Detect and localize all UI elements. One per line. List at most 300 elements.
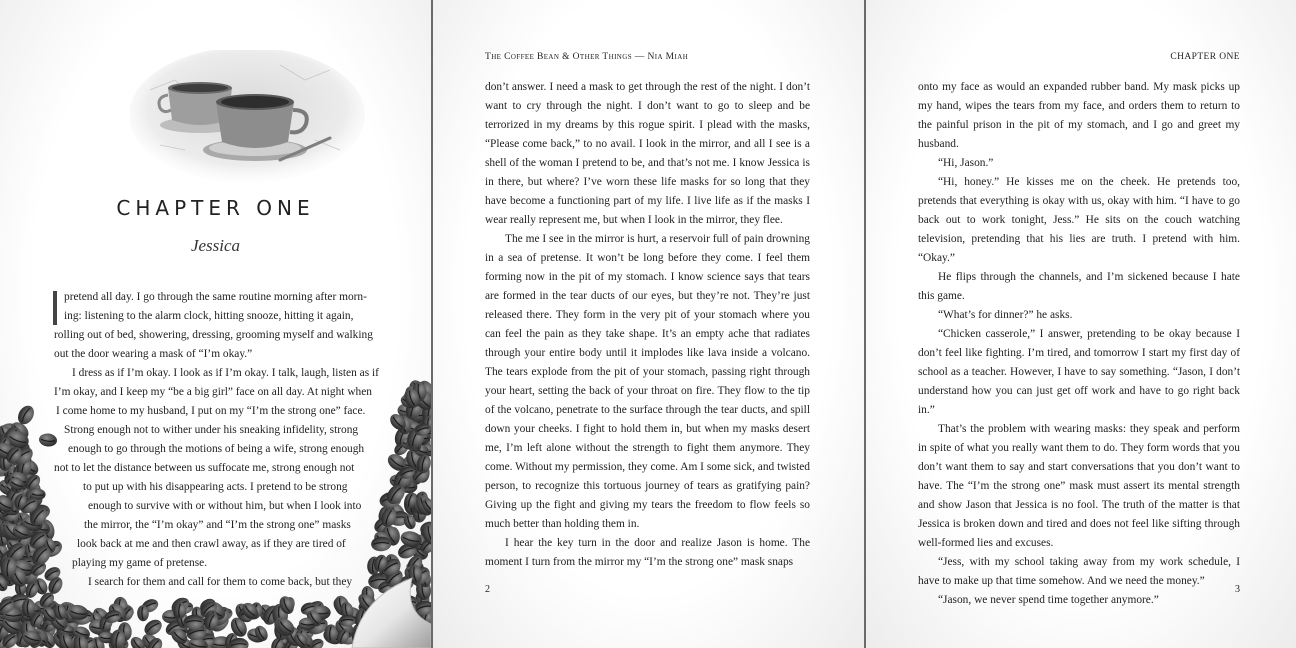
coffee-bean <box>373 617 393 634</box>
coffee-bean <box>0 459 11 475</box>
coffee-bean <box>412 622 431 644</box>
coffee-bean <box>12 548 33 569</box>
coffee-bean <box>413 430 431 444</box>
paragraph: The me I see in the mirror is hurt, a reservoir full of pain drowning in a sea of pretense. It won’t be long before they come. I feel them forming now in the pit of my stomach. I know science says that tears are formed in the tear ducts of our eyes, but they’re not. They’re just released there. They form in the very pit of your stomach where you can feel the pain as they take shape. It’s an empty ache that radiates through your entire body until it implodes like lava inside a volcano. The tears explode from the pit of your stomach, passing right through your heart, setting the back of your throat on fire. They flow to the tip of the volcano, penetrate to the surface through the tear ducts, and spill down your cheeks. I fight to hold them in, but when my masks desert me, I’m left alone without the strength to fight them anymore. They come. Without my permission, they come. Am I some sick, and twisted person, to recognize this tortuous journey of tears as gratifying pain? Giving up the fight and giving my tears the freedom to flow feels so much better than holding them in. <box>485 233 810 530</box>
coffee-bean <box>103 608 123 625</box>
coffee-bean <box>183 614 204 630</box>
coffee-bean <box>3 444 24 466</box>
coffee-bean <box>406 405 426 428</box>
coffee-bean <box>401 563 426 587</box>
coffee-bean <box>42 606 61 621</box>
coffee-bean <box>119 604 136 623</box>
coffee-bean <box>412 499 431 515</box>
coffee-bean <box>281 623 304 648</box>
coffee-bean <box>176 600 194 615</box>
coffee-bean <box>19 629 33 648</box>
coffee-bean <box>17 494 41 516</box>
coffee-bean <box>368 609 385 630</box>
text-line: I come home to my husband, I put on my “I’m the strong one” face. <box>56 405 366 417</box>
coffee-bean <box>190 605 206 624</box>
coffee-bean <box>400 628 418 648</box>
coffee-bean <box>0 540 11 561</box>
coffee-bean <box>9 444 35 471</box>
text-line: to put up with his disappearing acts. I pretend to be strong <box>83 481 348 493</box>
coffee-bean <box>25 606 37 622</box>
coffee-bean <box>0 519 25 545</box>
coffee-bean <box>407 563 431 588</box>
coffee-bean <box>12 554 31 571</box>
coffee-bean <box>401 465 425 488</box>
coffee-bean <box>410 380 431 401</box>
coffee-bean <box>27 625 52 648</box>
coffee-bean <box>9 449 32 466</box>
coffee-bean <box>14 518 33 534</box>
coffee-bean <box>380 599 407 624</box>
coffee-bean <box>239 600 260 622</box>
coffee-bean <box>31 576 50 597</box>
coffee-bean <box>16 517 35 535</box>
coffee-bean <box>0 443 23 462</box>
coffee-bean <box>210 636 232 648</box>
coffee-bean <box>87 610 106 630</box>
coffee-bean <box>0 424 24 449</box>
coffee-bean <box>404 455 421 467</box>
coffee-bean <box>15 604 35 623</box>
coffee-bean <box>379 559 395 578</box>
coffee-bean <box>0 477 21 499</box>
coffee-bean <box>71 638 91 648</box>
coffee-bean <box>11 558 36 579</box>
coffee-bean <box>406 601 429 623</box>
coffee-bean <box>170 598 190 621</box>
coffee-bean <box>378 623 403 647</box>
coffee-bean <box>413 616 431 633</box>
coffee-bean <box>139 631 163 648</box>
coffee-bean <box>18 561 43 588</box>
coffee-bean <box>72 624 92 641</box>
coffee-bean <box>379 555 404 578</box>
coffee-bean <box>19 456 42 478</box>
coffee-bean <box>200 614 220 630</box>
coffee-bean <box>365 630 387 648</box>
coffee-bean <box>24 603 42 617</box>
coffee-bean <box>304 607 324 628</box>
folio: 3 <box>1235 584 1240 595</box>
coffee-bean <box>0 514 13 539</box>
coffee-bean <box>39 613 61 635</box>
coffee-bean <box>175 611 189 629</box>
coffee-bean <box>408 599 431 618</box>
coffee-bean <box>16 552 32 564</box>
paragraph: “Hi, honey.” He kisses me on the cheek. He pretends too, pretends that everything is okay with us, okay with him. “I have to go back out to work tonight, Jess.” He sits on the couch watching television, pretending that his lies are truth. I pretend with him. “Okay.” <box>918 176 1240 264</box>
coffee-bean <box>385 500 408 523</box>
coffee-bean <box>11 525 30 544</box>
coffee-bean <box>384 631 397 648</box>
coffee-bean <box>0 562 16 585</box>
coffee-bean <box>0 423 15 448</box>
coffee-bean <box>0 501 16 524</box>
coffee-bean <box>403 397 425 422</box>
coffee-bean <box>257 602 276 620</box>
coffee-bean <box>1 465 25 490</box>
coffee-bean <box>55 620 71 640</box>
coffee-bean <box>418 411 431 427</box>
coffee-bean <box>410 389 431 406</box>
coffee-bean <box>0 596 17 617</box>
coffee-bean <box>0 436 12 455</box>
coffee-bean <box>45 600 60 620</box>
coffee-bean <box>382 567 406 590</box>
text-line: Strong enough not to wither under his sneaking infidelity, strong <box>64 424 359 436</box>
coffee-bean <box>335 627 352 646</box>
paragraph: “Chicken casserole,” I answer, pretending to be okay because I don’t feel like fighting. I’m tired, and tomorrow I start my first day of school as a teacher. However, I have to say something. “Jason, I don’t understand how you can just get off work and have to go right back in.” <box>918 328 1240 416</box>
coffee-bean <box>27 528 51 551</box>
coffee-bean <box>420 400 431 424</box>
coffee-bean <box>0 425 18 443</box>
coffee-bean <box>11 523 33 543</box>
coffee-bean <box>367 572 391 590</box>
text-line: pretend all day. I go through the same routine morning after morn- <box>64 291 367 303</box>
coffee-bean <box>280 595 297 615</box>
coffee-bean <box>412 617 431 638</box>
coffee-bean <box>417 611 431 635</box>
coffee-bean <box>32 599 53 616</box>
coffee-bean <box>28 503 52 523</box>
coffee-bean <box>271 614 295 640</box>
coffee-bean <box>30 488 46 500</box>
coffee-bean <box>162 610 181 624</box>
coffee-bean <box>376 579 395 596</box>
coffee-bean <box>2 611 15 628</box>
coffee-bean <box>27 629 46 648</box>
text-line: rolling out of bed, showering, dressing, grooming myself and walking <box>54 329 373 341</box>
coffee-bean <box>387 411 409 433</box>
coffee-bean <box>406 380 428 402</box>
coffee-bean <box>379 523 402 549</box>
coffee-bean <box>416 434 431 453</box>
coffee-bean <box>419 521 431 541</box>
paragraph: “What’s for dinner?” he asks. <box>938 309 1073 321</box>
coffee-bean <box>193 636 218 648</box>
coffee-bean <box>311 605 331 620</box>
coffee-bean <box>413 621 431 644</box>
paragraph: don’t answer. I need a mask to get through the rest of the night. I don’t want to cry through the night. I don’t want to go to sleep and be terrorized in my dreams by this rogue spirit. I plead with the masks, “Please come back,” to no avail. I look in the mirror, and all I see is a shell of the woman I pretend to be, and that’s not me. I know Jessica is in there, but where? I’ve worn these life masks for so long that they have become a functioning part of my life. I live life as if the masks I wear really represent me, but when I look in the mirror, they flee. <box>485 81 810 226</box>
coffee-bean <box>396 415 412 436</box>
coffee-bean <box>113 597 128 618</box>
coffee-bean <box>71 608 94 626</box>
coffee-bean <box>223 632 239 648</box>
coffee-bean <box>1 445 17 464</box>
coffee-bean <box>35 618 60 644</box>
coffee-bean <box>0 630 21 648</box>
coffee-bean <box>383 481 408 507</box>
coffee-bean <box>198 596 218 615</box>
coffee-bean <box>360 585 375 604</box>
coffee-bean <box>299 600 318 616</box>
folio: 2 <box>485 584 490 595</box>
page-middle-body-text <box>485 78 810 572</box>
coffee-bean <box>108 637 129 648</box>
coffee-bean <box>37 590 57 611</box>
coffee-bean <box>0 451 17 469</box>
coffee-bean <box>14 554 37 574</box>
coffee-bean <box>27 504 51 529</box>
coffee-bean <box>405 553 426 575</box>
coffee-bean <box>109 628 127 648</box>
coffee-bean <box>0 434 18 448</box>
coffee-bean <box>15 613 36 634</box>
coffee-bean <box>321 626 345 647</box>
coffee-bean <box>299 617 317 630</box>
coffee-bean <box>95 618 111 639</box>
coffee-bean <box>361 620 382 639</box>
coffee-bean <box>359 615 378 638</box>
page-right-body-text <box>918 78 1240 610</box>
coffee-bean <box>232 600 256 625</box>
coffee-bean <box>48 606 71 626</box>
coffee-bean <box>52 603 67 621</box>
text-line: playing my game of pretense. <box>72 557 208 569</box>
coffee-bean <box>400 608 417 630</box>
coffee-bean <box>43 606 66 625</box>
coffee-bean <box>26 479 43 498</box>
coffee-bean <box>418 519 431 536</box>
coffee-bean <box>399 393 419 411</box>
coffee-bean <box>371 529 394 550</box>
coffee-bean <box>376 607 393 621</box>
coffee-bean <box>398 465 417 481</box>
coffee-bean <box>38 433 57 448</box>
coffee-bean <box>423 416 431 432</box>
coffee-bean <box>89 619 111 635</box>
coffee-bean <box>90 605 111 627</box>
text-line: I search for them and call for them to come back, but they <box>88 576 353 588</box>
coffee-bean <box>25 520 45 536</box>
drop-cap-i <box>53 291 57 325</box>
coffee-bean <box>18 513 45 536</box>
coffee-bean <box>415 453 431 474</box>
coffee-bean <box>385 451 410 475</box>
coffee-bean <box>75 634 98 648</box>
coffee-bean <box>38 629 58 648</box>
coffee-bean <box>412 607 428 619</box>
coffee-bean <box>73 632 87 648</box>
coffee-bean <box>137 605 149 621</box>
coffee-bean <box>0 612 15 627</box>
coffee-bean <box>419 442 431 458</box>
coffee-cups-illustration <box>130 50 365 185</box>
coffee-bean <box>23 472 43 493</box>
coffee-bean <box>389 611 409 635</box>
coffee-bean <box>392 594 413 616</box>
coffee-bean <box>413 492 431 518</box>
coffee-bean <box>416 393 431 412</box>
coffee-bean <box>401 463 426 485</box>
coffee-bean <box>46 575 66 597</box>
coffee-bean <box>341 604 367 627</box>
coffee-bean <box>297 626 316 642</box>
coffee-bean <box>412 381 428 402</box>
coffee-bean <box>0 461 9 473</box>
coffee-bean <box>413 423 429 442</box>
coffee-bean <box>362 634 378 646</box>
coffee-bean <box>0 562 22 585</box>
coffee-bean <box>0 555 15 575</box>
coffee-bean <box>33 616 53 634</box>
coffee-bean <box>305 615 331 637</box>
coffee-bean <box>412 599 431 618</box>
coffee-bean <box>198 599 220 621</box>
coffee-bean <box>382 628 402 648</box>
coffee-bean <box>397 457 419 481</box>
coffee-bean <box>400 437 418 451</box>
coffee-bean <box>0 492 11 511</box>
coffee-bean <box>19 496 33 514</box>
coffee-bean <box>405 420 424 435</box>
coffee-bean <box>19 608 41 629</box>
coffee-bean <box>169 619 189 637</box>
coffee-bean <box>394 572 417 594</box>
coffee-bean <box>31 515 48 536</box>
coffee-bean <box>61 604 74 622</box>
coffee-bean <box>412 442 431 458</box>
paragraph: onto my face as would an expanded rubber band. My mask picks up my hand, wipes the tears from my face, and orders them to return to the painful prison in the pit of my stomach, and I go and greet my husband. <box>918 81 1240 150</box>
coffee-bean <box>0 557 16 575</box>
coffee-bean <box>116 601 136 619</box>
text-line: enough to go through the motions of being a wife, strong enough <box>68 443 365 455</box>
coffee-bean <box>406 537 431 564</box>
coffee-bean <box>19 619 39 643</box>
coffee-bean <box>408 406 430 422</box>
coffee-bean <box>378 490 402 509</box>
coffee-bean <box>5 428 32 451</box>
coffee-bean <box>19 596 39 615</box>
coffee-bean <box>2 566 17 586</box>
coffee-bean <box>411 386 431 414</box>
coffee-bean <box>11 560 37 585</box>
coffee-bean <box>7 469 30 489</box>
coffee-bean <box>277 594 297 616</box>
coffee-bean <box>332 594 352 618</box>
coffee-bean <box>62 626 85 648</box>
text-line: out the door wearing a mask of “I’m okay.” <box>54 348 253 360</box>
coffee-bean <box>396 414 419 440</box>
coffee-bean <box>14 519 40 541</box>
coffee-bean <box>239 600 261 623</box>
coffee-bean <box>25 485 45 508</box>
coffee-bean <box>257 606 279 627</box>
coffee-bean <box>12 537 31 553</box>
coffee-bean <box>22 542 38 561</box>
coffee-bean <box>403 491 419 510</box>
coffee-bean <box>2 461 17 479</box>
coffee-bean <box>402 383 425 405</box>
coffee-bean <box>358 599 375 613</box>
coffee-bean <box>7 592 30 611</box>
coffee-bean <box>60 631 81 648</box>
coffee-bean <box>366 556 381 575</box>
coffee-bean <box>354 631 379 648</box>
coffee-bean <box>274 615 297 638</box>
coffee-bean <box>396 540 420 561</box>
coffee-bean <box>414 427 431 444</box>
coffee-bean <box>376 504 398 528</box>
coffee-bean <box>22 599 35 617</box>
coffee-bean <box>399 480 418 494</box>
coffee-bean <box>404 459 420 471</box>
coffee-bean <box>402 512 418 530</box>
coffee-bean <box>404 436 424 454</box>
running-head: CHAPTER ONE <box>1170 52 1240 62</box>
coffee-bean <box>8 476 27 492</box>
coffee-bean <box>0 448 13 470</box>
paragraph: I hear the key turn in the door and realize Jason is home. The moment I turn from the mirror my “I’m the strong one” mask snaps <box>485 537 810 568</box>
coffee-bean <box>207 610 232 635</box>
coffee-bean <box>260 603 282 628</box>
coffee-bean <box>11 477 23 493</box>
coffee-bean <box>370 621 390 641</box>
coffee-bean <box>15 456 34 479</box>
coffee-bean <box>34 519 50 540</box>
coffee-bean <box>10 526 36 553</box>
coffee-bean <box>0 618 13 642</box>
coffee-bean <box>1 506 21 522</box>
coffee-bean <box>397 470 413 490</box>
coffee-bean <box>13 509 37 534</box>
coffee-bean <box>89 635 106 648</box>
coffee-bean <box>26 549 48 567</box>
coffee-bean <box>407 564 423 584</box>
text-line: not to let the distance between us suffocate me, strong enough not <box>54 462 355 474</box>
coffee-bean <box>415 579 431 601</box>
coffee-bean <box>337 628 360 646</box>
paragraph: “Jess, with my school taking away from my work schedule, I have to make up that time somehow. And we need the money.” <box>918 556 1240 587</box>
coffee-bean <box>57 598 83 622</box>
coffee-bean <box>356 591 378 612</box>
coffee-bean <box>0 608 21 631</box>
coffee-bean <box>419 496 431 516</box>
coffee-bean <box>271 603 289 626</box>
chapter-title: CHAPTER ONE <box>116 196 315 220</box>
coffee-bean <box>0 564 10 582</box>
coffee-bean <box>324 624 338 643</box>
coffee-bean <box>142 616 165 638</box>
coffee-bean <box>69 635 88 648</box>
coffee-bean <box>402 390 425 408</box>
coffee-bean <box>2 480 24 500</box>
page-middle <box>433 0 864 648</box>
coffee-bean <box>12 480 31 500</box>
coffee-bean <box>415 589 430 609</box>
coffee-bean <box>0 428 20 453</box>
coffee-bean <box>248 601 264 620</box>
coffee-bean <box>8 419 32 443</box>
coffee-bean <box>2 482 27 509</box>
coffee-bean <box>98 631 114 643</box>
coffee-bean <box>407 531 431 554</box>
coffee-bean <box>203 611 221 632</box>
coffee-bean <box>196 630 214 643</box>
coffee-bean <box>57 631 76 648</box>
coffee-bean <box>10 451 31 467</box>
coffee-bean <box>18 527 38 547</box>
coffee-bean <box>410 438 430 454</box>
coffee-bean <box>31 535 57 558</box>
coffee-bean <box>19 471 42 493</box>
coffee-bean <box>8 539 28 559</box>
coffee-bean <box>41 609 62 627</box>
text-line: I dress as if I’m okay. I look as if I’m okay. I talk, laugh, listen as if <box>72 367 379 379</box>
